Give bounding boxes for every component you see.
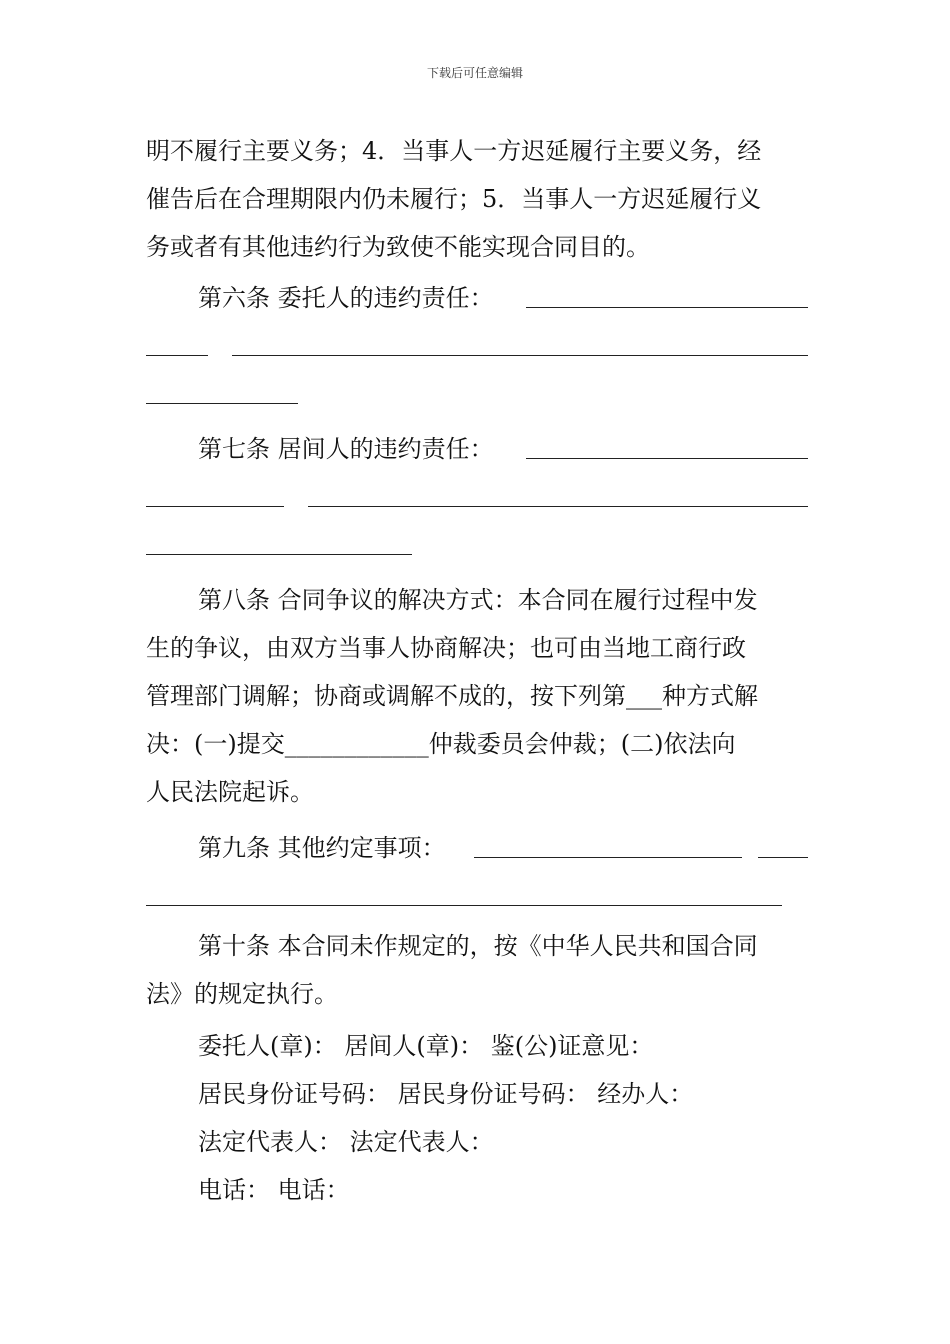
text-line: 法》的规定执行。 — [146, 980, 338, 1008]
article-8 — [146, 576, 808, 816]
article-10 — [146, 922, 808, 1018]
text-line: 管理部门调解；协商或调解不成的，按下列第___种方式解 — [146, 682, 758, 710]
blank-line — [308, 506, 808, 507]
contract-body — [146, 127, 808, 271]
signature-line: 电话： 电话： — [198, 1176, 350, 1204]
signature-block — [146, 1022, 808, 1214]
article-7 — [146, 425, 808, 569]
text-line: 第八条 合同争议的解决方式：本合同在履行过程中发 — [198, 586, 758, 614]
blank-line — [146, 554, 412, 555]
article-6 — [146, 274, 808, 418]
text-line: 催告后在合理期限内仍未履行；5．当事人一方迟延履行义 — [146, 185, 762, 213]
blank-line — [146, 355, 208, 356]
text-line: 决：(一)提交____________仲裁委员会仲裁；(二)依法向 — [146, 730, 736, 758]
blank-line — [146, 403, 298, 404]
article-9 — [146, 824, 808, 920]
blank-line — [526, 458, 808, 459]
text-line: 人民法院起诉。 — [146, 778, 314, 806]
blank-line — [232, 355, 808, 356]
page-header: 下载后可任意编辑 — [426, 66, 523, 80]
article-9-label: 第九条 其他约定事项： — [198, 834, 446, 862]
blank-line — [526, 307, 808, 308]
text-line: 务或者有其他违约行为致使不能实现合同目的。 — [146, 233, 650, 261]
signature-line: 委托人(章)： 居间人(章)： 鉴(公)证意见： — [198, 1032, 654, 1060]
article-7-label: 第七条 居间人的违约责任： — [198, 435, 494, 463]
blank-line — [146, 506, 284, 507]
signature-line: 居民身份证号码： 居民身份证号码： 经办人： — [198, 1080, 694, 1108]
text-line: 生的争议，由双方当事人协商解决；也可由当地工商行政 — [146, 634, 746, 662]
article-6-label: 第六条 委托人的违约责任： — [198, 284, 494, 312]
signature-line: 法定代表人： 法定代表人： — [198, 1128, 494, 1156]
blank-line — [146, 905, 782, 906]
blank-line — [474, 857, 742, 858]
text-line: 明不履行主要义务；4．当事人一方迟延履行主要义务，经 — [146, 137, 762, 165]
text-line: 第十条 本合同未作规定的，按《中华人民共和国合同 — [198, 932, 758, 960]
blank-line — [758, 857, 808, 858]
